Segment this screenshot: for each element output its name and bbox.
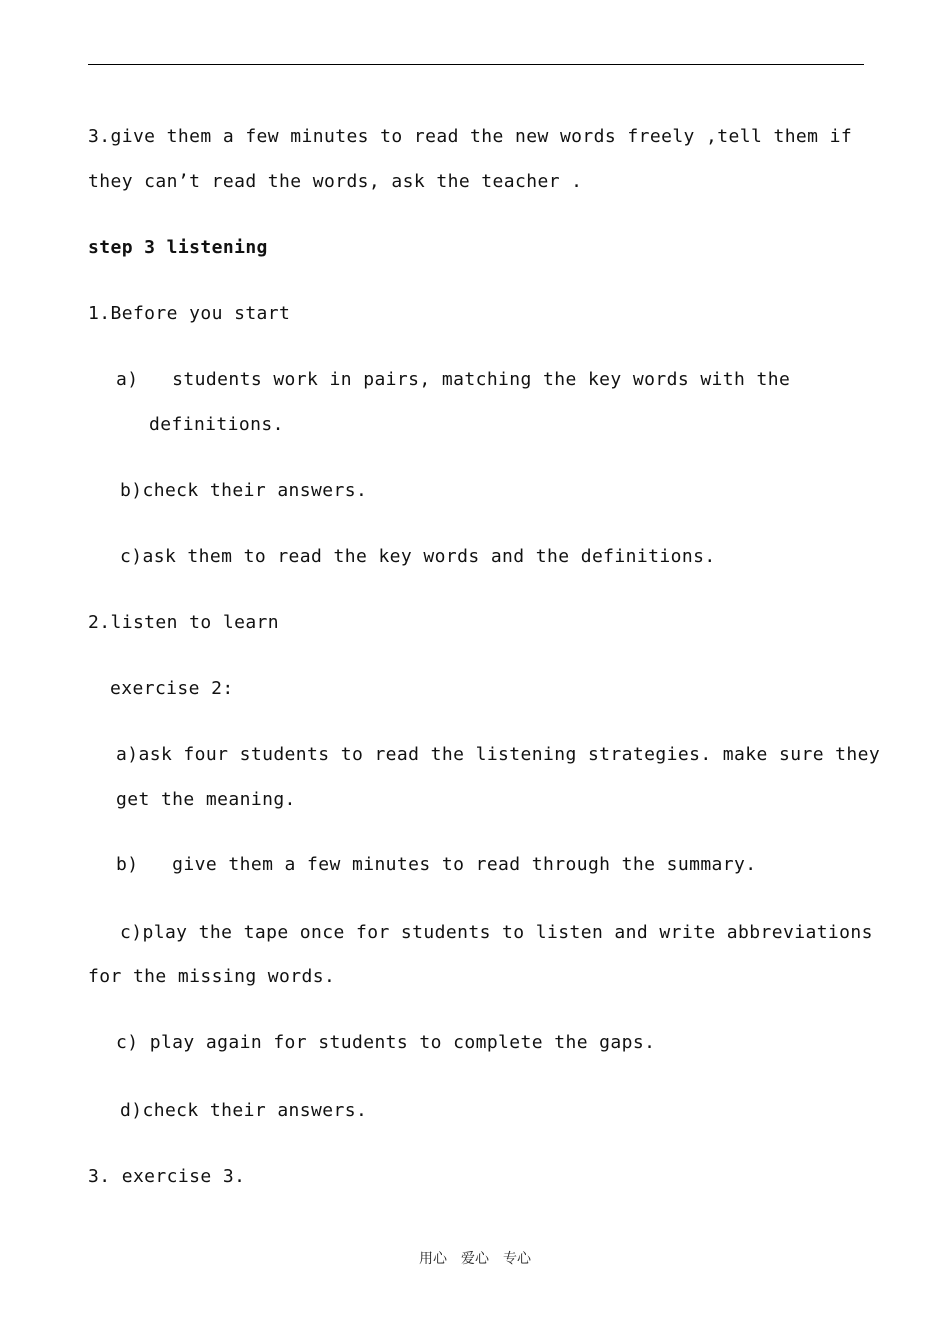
- text-line: get the meaning.: [116, 789, 296, 810]
- list-item: b) give them a few minutes to read through the summary.: [116, 854, 757, 875]
- text-line: 1.Before you start: [88, 303, 291, 324]
- list-item: c)play the tape once for students to listen and write abbreviations: [120, 922, 873, 943]
- text-line: exercise 2:: [110, 678, 234, 699]
- list-item: d)check their answers.: [120, 1100, 368, 1121]
- list-item: b)check their answers.: [120, 480, 368, 501]
- text-line: 2.listen to learn: [88, 612, 280, 633]
- text-line: they can’t read the words, ask the teacher .: [88, 171, 583, 192]
- section-heading: step 3 listening: [88, 237, 268, 258]
- header-rule: [88, 64, 864, 65]
- text-line: definitions.: [149, 414, 284, 435]
- page-footer: 用心 爱心 专心: [419, 1251, 531, 1267]
- list-item: a) students work in pairs, matching the key words with the: [116, 369, 791, 390]
- list-item: a)ask four students to read the listening strategies. make sure they: [116, 744, 881, 765]
- text-line: for the missing words.: [88, 966, 336, 987]
- text-line: 3. exercise 3.: [88, 1166, 246, 1187]
- list-item: c) play again for students to complete the gaps.: [116, 1032, 656, 1053]
- list-item: c)ask them to read the key words and the definitions.: [120, 546, 716, 567]
- text-line: 3.give them a few minutes to read the new words freely ,tell them if: [88, 126, 853, 147]
